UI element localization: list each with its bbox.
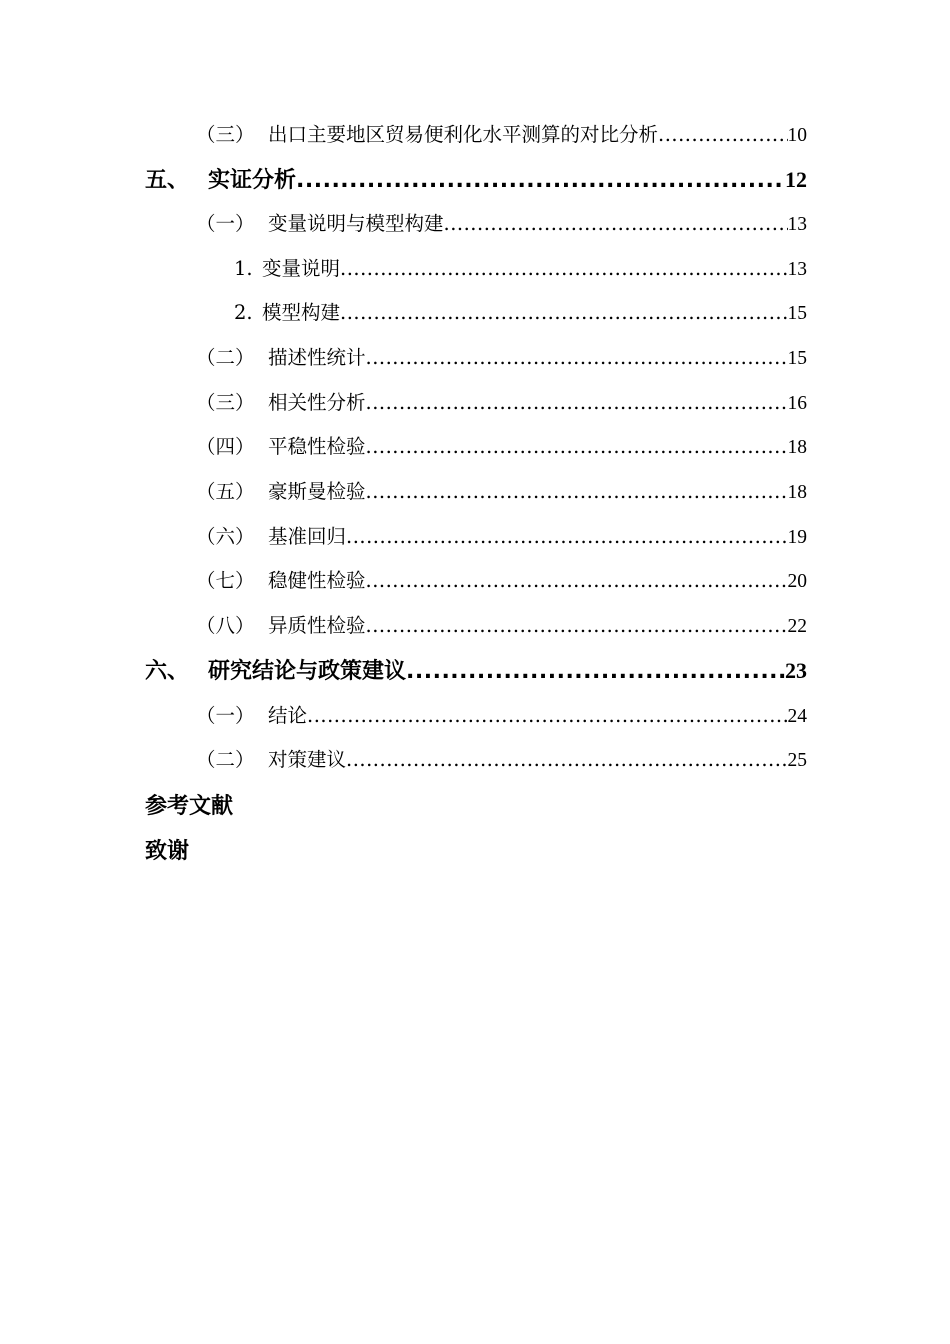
toc-entry-number: （二） <box>196 346 255 369</box>
toc-entry-number: （三） <box>196 123 255 146</box>
toc-leader-dots <box>340 301 787 324</box>
toc-entry-title: 变量说明与模型构建 <box>268 212 444 235</box>
toc-chapter-number: 五、 <box>145 168 190 193</box>
toc-entry-number: （四） <box>196 435 255 458</box>
toc-entry-page: 16 <box>787 393 807 414</box>
toc-entry[interactable] <box>196 431 807 459</box>
toc-leader-dots <box>340 257 787 280</box>
toc-acknowledgements[interactable]: 致谢 <box>145 839 190 864</box>
toc-entry-page: 19 <box>787 527 807 548</box>
toc-entry-page: 20 <box>787 571 807 592</box>
toc-entry[interactable] <box>196 342 807 370</box>
toc-chapter[interactable] <box>145 654 807 685</box>
toc-entry-title: 平稳性检验 <box>268 435 366 458</box>
toc-entry-title: 结论 <box>268 704 308 727</box>
toc-subentry-page: 15 <box>787 303 807 324</box>
toc-entry[interactable] <box>196 387 807 415</box>
toc-entry-page: 22 <box>787 616 807 637</box>
toc-leader-dots <box>658 123 787 146</box>
toc-entry[interactable] <box>196 521 807 549</box>
toc-leader-dots <box>366 346 788 369</box>
toc-entry-number: （一） <box>196 212 255 235</box>
toc-entry-number: （六） <box>196 525 255 548</box>
toc-entry-title: 描述性统计 <box>268 346 366 369</box>
toc-leader-dots <box>366 569 788 592</box>
toc-entry[interactable] <box>196 119 807 147</box>
toc-entry-page: 25 <box>787 750 807 771</box>
toc-entry[interactable] <box>196 744 807 772</box>
toc-entry[interactable] <box>196 610 807 638</box>
toc-entry-number: （八） <box>196 614 255 637</box>
toc-chapter-title: 研究结论与政策建议 <box>208 659 407 684</box>
toc-entry-page: 13 <box>787 214 807 235</box>
toc-entry-title: 稳健性检验 <box>268 569 366 592</box>
toc-references[interactable]: 参考文献 <box>145 794 234 819</box>
toc-chapter-page: 23 <box>785 658 807 683</box>
toc-chapter-number: 六、 <box>145 659 190 684</box>
toc-subentry-title: 模型构建 <box>262 301 341 324</box>
toc-leader-dots <box>296 168 785 193</box>
toc-entry-number: （一） <box>196 704 255 727</box>
toc-entry-page: 18 <box>787 482 807 503</box>
toc-leader-dots <box>366 614 788 637</box>
toc-leader-dots <box>346 525 787 548</box>
toc-entry-title: 异质性检验 <box>268 614 366 637</box>
toc-entry[interactable] <box>196 700 807 728</box>
toc-entry-title: 出口主要地区贸易便利化水平测算的对比分析 <box>268 123 659 146</box>
toc-entry-title: 对策建议 <box>268 748 347 771</box>
toc-subentry-number: 2. <box>234 301 253 324</box>
toc-subentry-page: 13 <box>787 259 807 280</box>
toc-entry-page: 15 <box>787 348 807 369</box>
toc-entry-title: 基准回归 <box>268 525 347 548</box>
toc-entry-title: 豪斯曼检验 <box>268 480 366 503</box>
toc-subentry[interactable] <box>234 253 807 281</box>
toc-leader-dots <box>307 704 787 727</box>
toc-chapter-page: 12 <box>785 167 807 192</box>
toc-entry-page: 18 <box>787 437 807 458</box>
toc-leader-dots <box>366 435 788 458</box>
toc-entry-page: 10 <box>787 125 807 146</box>
toc-entry-number: （五） <box>196 480 255 503</box>
toc-entry-title: 相关性分析 <box>268 391 366 414</box>
toc-entry-number: （二） <box>196 748 255 771</box>
toc-entry-page: 24 <box>787 706 807 727</box>
toc-subentry-number: 1. <box>234 257 253 280</box>
toc-leader-dots <box>366 480 788 503</box>
toc-entry-number: （七） <box>196 569 255 592</box>
toc-chapter[interactable] <box>145 163 807 194</box>
toc-leader-dots <box>406 659 785 684</box>
toc-entry[interactable] <box>196 476 807 504</box>
toc-subentry[interactable] <box>234 297 807 325</box>
toc-entry-number: （三） <box>196 391 255 414</box>
toc-subentry-title: 变量说明 <box>262 257 341 280</box>
toc-entry[interactable] <box>196 208 807 236</box>
toc-leader-dots <box>366 391 788 414</box>
toc-leader-dots <box>346 748 787 771</box>
toc-leader-dots <box>444 212 788 235</box>
toc-entry[interactable] <box>196 565 807 593</box>
toc-chapter-title: 实证分析 <box>208 168 297 193</box>
